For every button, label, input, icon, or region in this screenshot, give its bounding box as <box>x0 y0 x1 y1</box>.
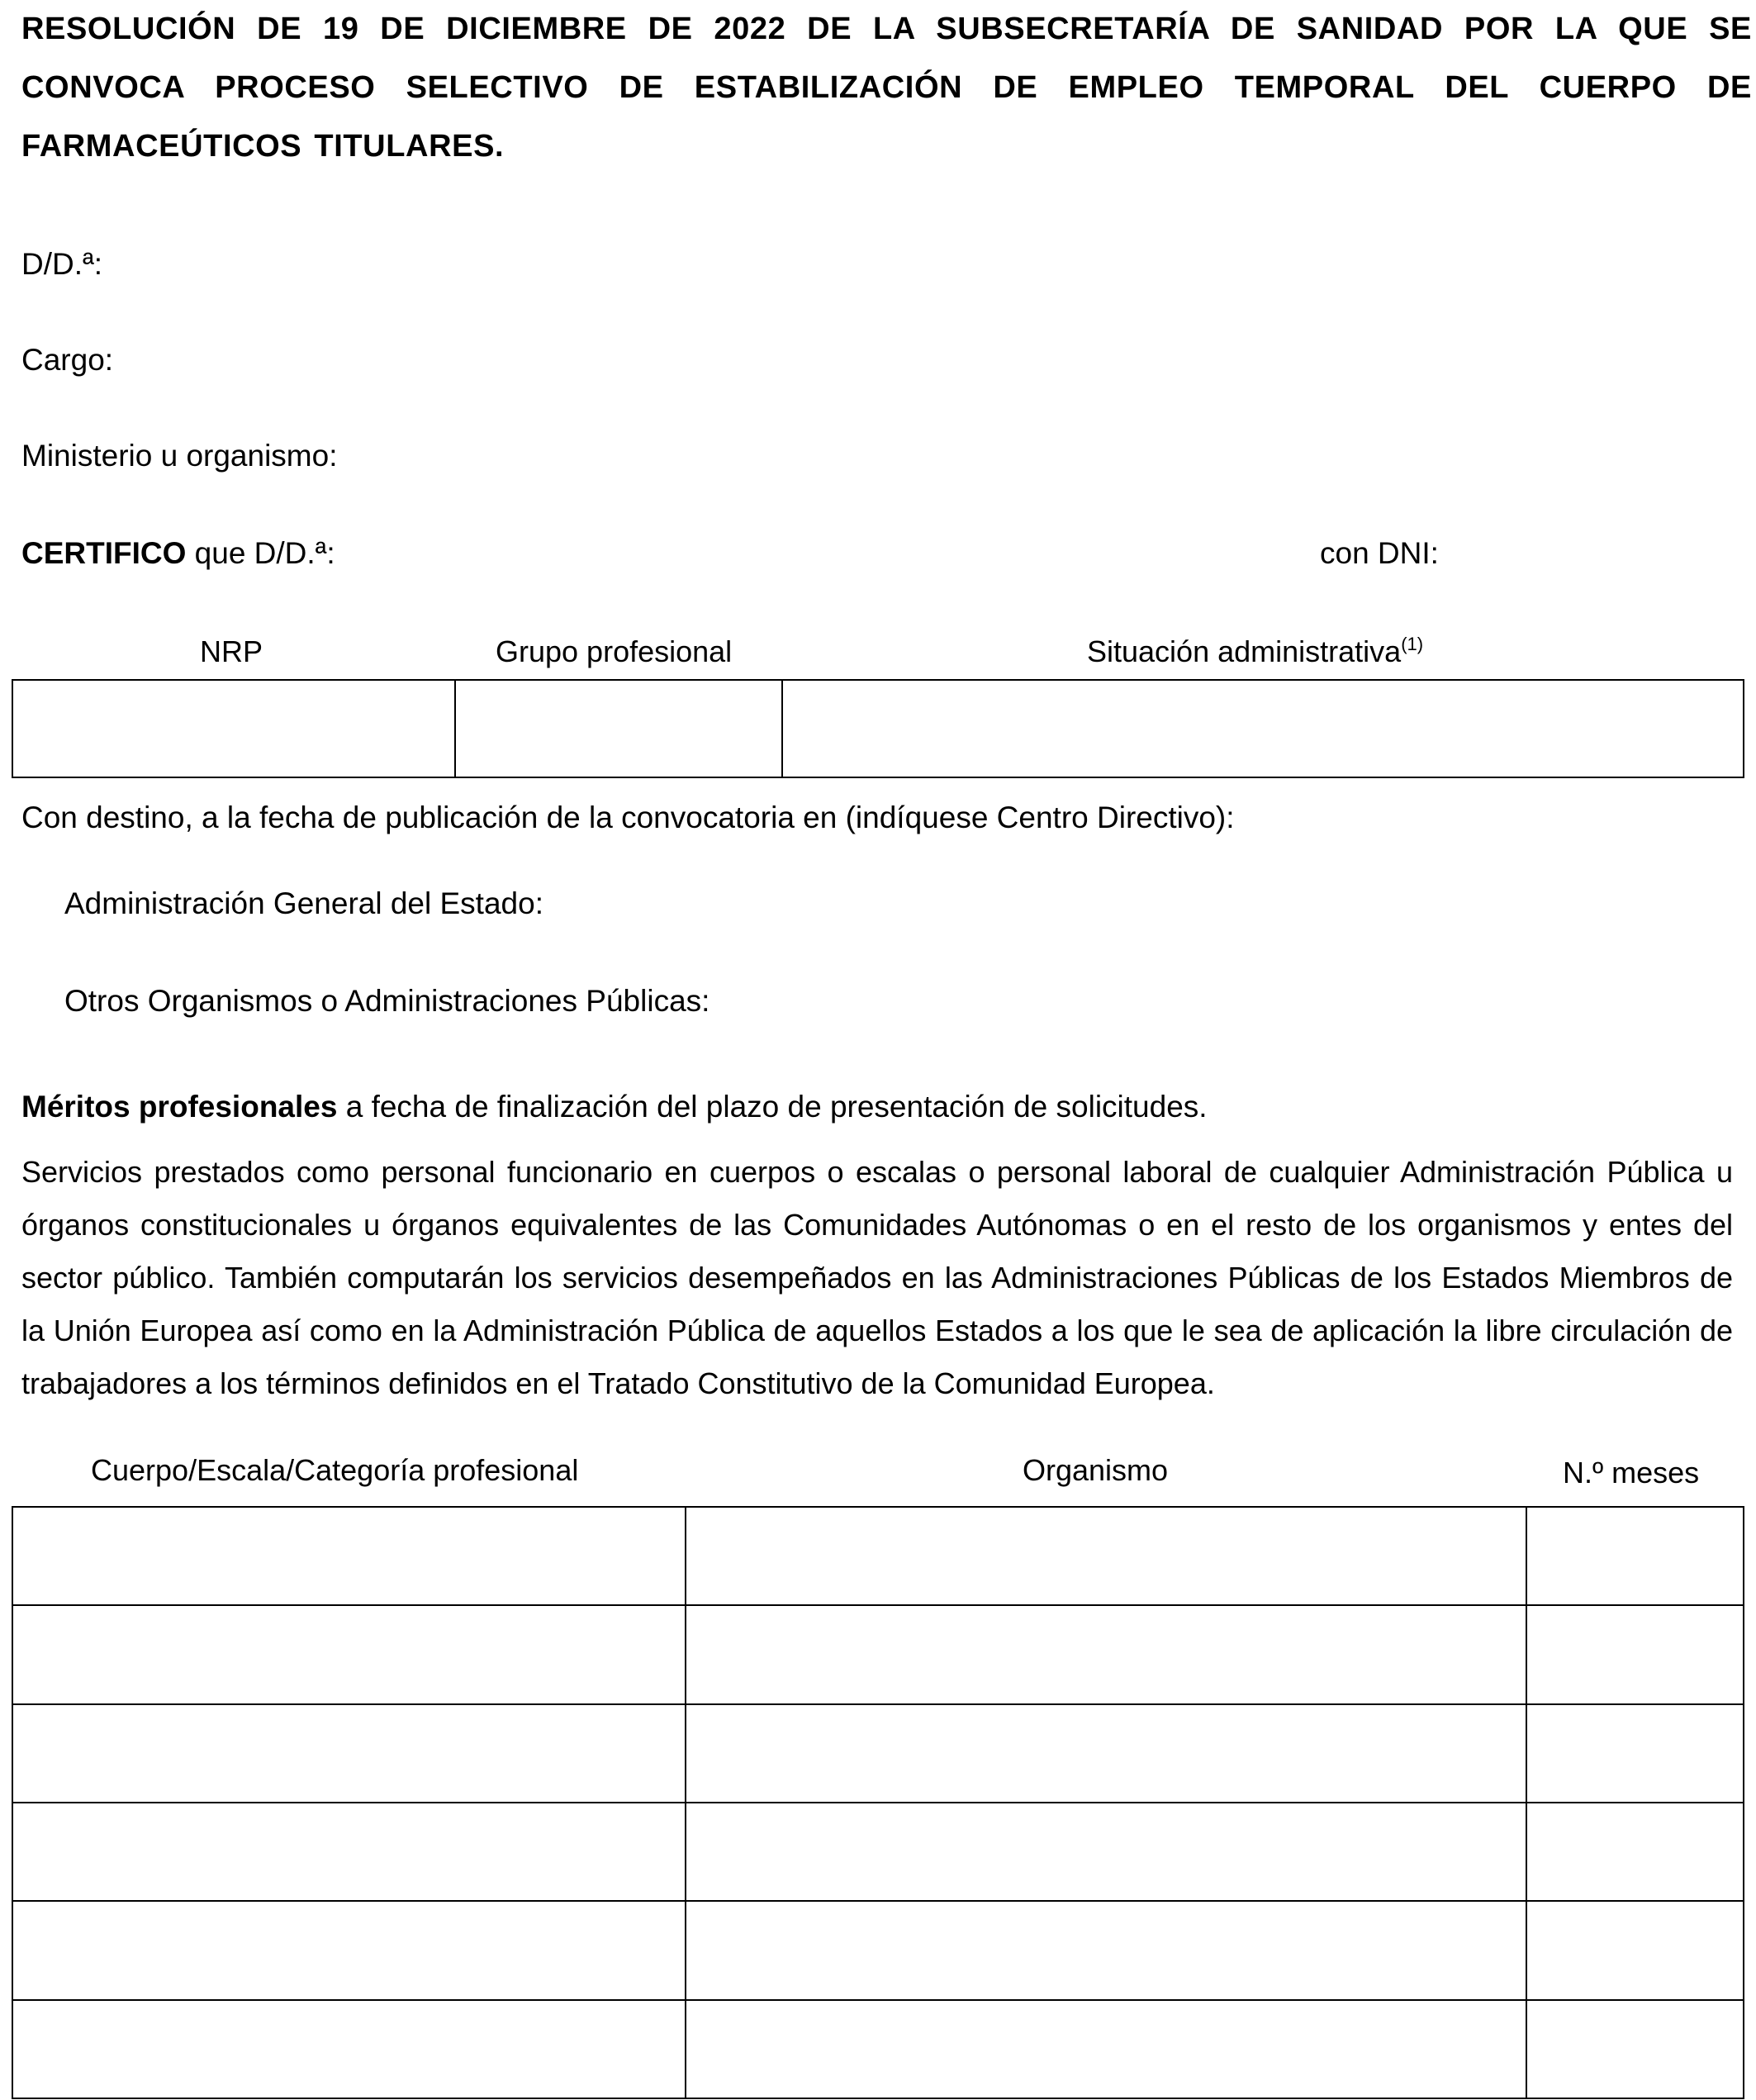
meses-cell[interactable] <box>1526 1901 1744 1999</box>
cuerpo-cell[interactable] <box>12 1605 686 1703</box>
table2-header-cuerpo: Cuerpo/Escala/Categoría profesional <box>91 1453 579 1487</box>
table-row <box>12 1803 1744 1901</box>
organismo-cell[interactable] <box>686 1605 1526 1703</box>
table-row <box>12 680 1744 777</box>
table1-header-grupo: Grupo profesional <box>496 634 733 668</box>
situacion-label: Situación administrativa <box>1087 634 1402 668</box>
table-row <box>12 1704 1744 1803</box>
table-row <box>12 1605 1744 1703</box>
organismo-cell[interactable] <box>686 1704 1526 1803</box>
field-label-ministerio: Ministerio u organismo: <box>21 439 338 473</box>
certifico-rest: que D/D.ª: <box>186 536 335 570</box>
table1-header-situacion <box>1087 634 1423 670</box>
meritos-heading <box>21 1089 1208 1125</box>
meritos-rest: a fecha de finalización del plazo de presentación de solicitudes. <box>337 1090 1208 1124</box>
situacion-cell[interactable] <box>782 680 1744 777</box>
situacion-footnote: (1) <box>1401 634 1424 654</box>
organismo-cell[interactable] <box>686 2000 1526 2098</box>
field-label-cargo: Cargo: <box>21 343 114 377</box>
destino-otros: Otros Organismos o Administraciones Públicas: <box>64 984 710 1018</box>
organismo-cell[interactable] <box>686 1803 1526 1901</box>
document-title: RESOLUCIÓN DE 19 DE DICIEMBRE DE 2022 DE LA SUBSECRETARÍA DE SANIDAD POR LA QUE SE CONVOCA PROCESO SELECTIVO DE ESTABILIZACIÓN DE EMPLEO TEMPORAL DEL CUERPO DE FARMACEÚTICOS TITULARES. <box>21 12 1752 164</box>
destino-age: Administración General del Estado: <box>64 886 543 920</box>
meses-cell[interactable] <box>1526 1605 1744 1703</box>
field-label-dd: D/D.ª: <box>21 247 102 281</box>
cuerpo-cell[interactable] <box>12 1704 686 1803</box>
table2-header-organismo: Organismo <box>1023 1453 1169 1487</box>
cuerpo-cell[interactable] <box>12 1507 686 1605</box>
cuerpo-cell[interactable] <box>12 1803 686 1901</box>
organismo-cell[interactable] <box>686 1901 1526 1999</box>
table2-header-meses: N.º meses <box>1563 1456 1700 1489</box>
certifico-line <box>21 535 335 572</box>
meses-cell[interactable] <box>1526 1803 1744 1901</box>
table-row <box>12 1901 1744 1999</box>
meses-cell[interactable] <box>1526 2000 1744 2098</box>
destino-intro: Con destino, a la fecha de publicación de la convocatoria en (indíquese Centro Directivo): <box>21 801 1235 834</box>
cuerpo-cell[interactable] <box>12 1901 686 1999</box>
table1 <box>12 679 1744 778</box>
table1-header-nrp: NRP <box>200 634 263 668</box>
meritos-bold: Méritos profesionales <box>21 1090 338 1124</box>
organismo-cell[interactable] <box>686 1507 1526 1605</box>
cuerpo-cell[interactable] <box>12 2000 686 2098</box>
table-row <box>12 1507 1744 1605</box>
meses-cell[interactable] <box>1526 1507 1744 1605</box>
certifico-bold: CERTIFICO <box>21 536 187 570</box>
meritos-paragraph: Servicios prestados como personal funcionario en cuerpos o escalas o personal laboral de cualquier Administración Pública u órganos constitucionales u órganos equivalentes de las Comunidades Autónomas o en el resto de los organismos y entes del sector público. También computarán los servicios desempeñados en las Administraciones Públicas de los Estados Miembros de la Unión Europea así como en la Administración Pública de aquellos Estados a los que le sea de aplicación la libre circulación de trabajadores a los términos definidos en el Tratado Constitutivo de la Comunidad Europea. <box>21 1155 1733 1400</box>
meses-cell[interactable] <box>1526 1704 1744 1803</box>
nrp-cell[interactable] <box>12 680 455 777</box>
grupo-cell[interactable] <box>455 680 782 777</box>
table2 <box>12 1506 1744 2099</box>
field-label-dni: con DNI: <box>1320 536 1439 570</box>
table-row <box>12 2000 1744 2098</box>
